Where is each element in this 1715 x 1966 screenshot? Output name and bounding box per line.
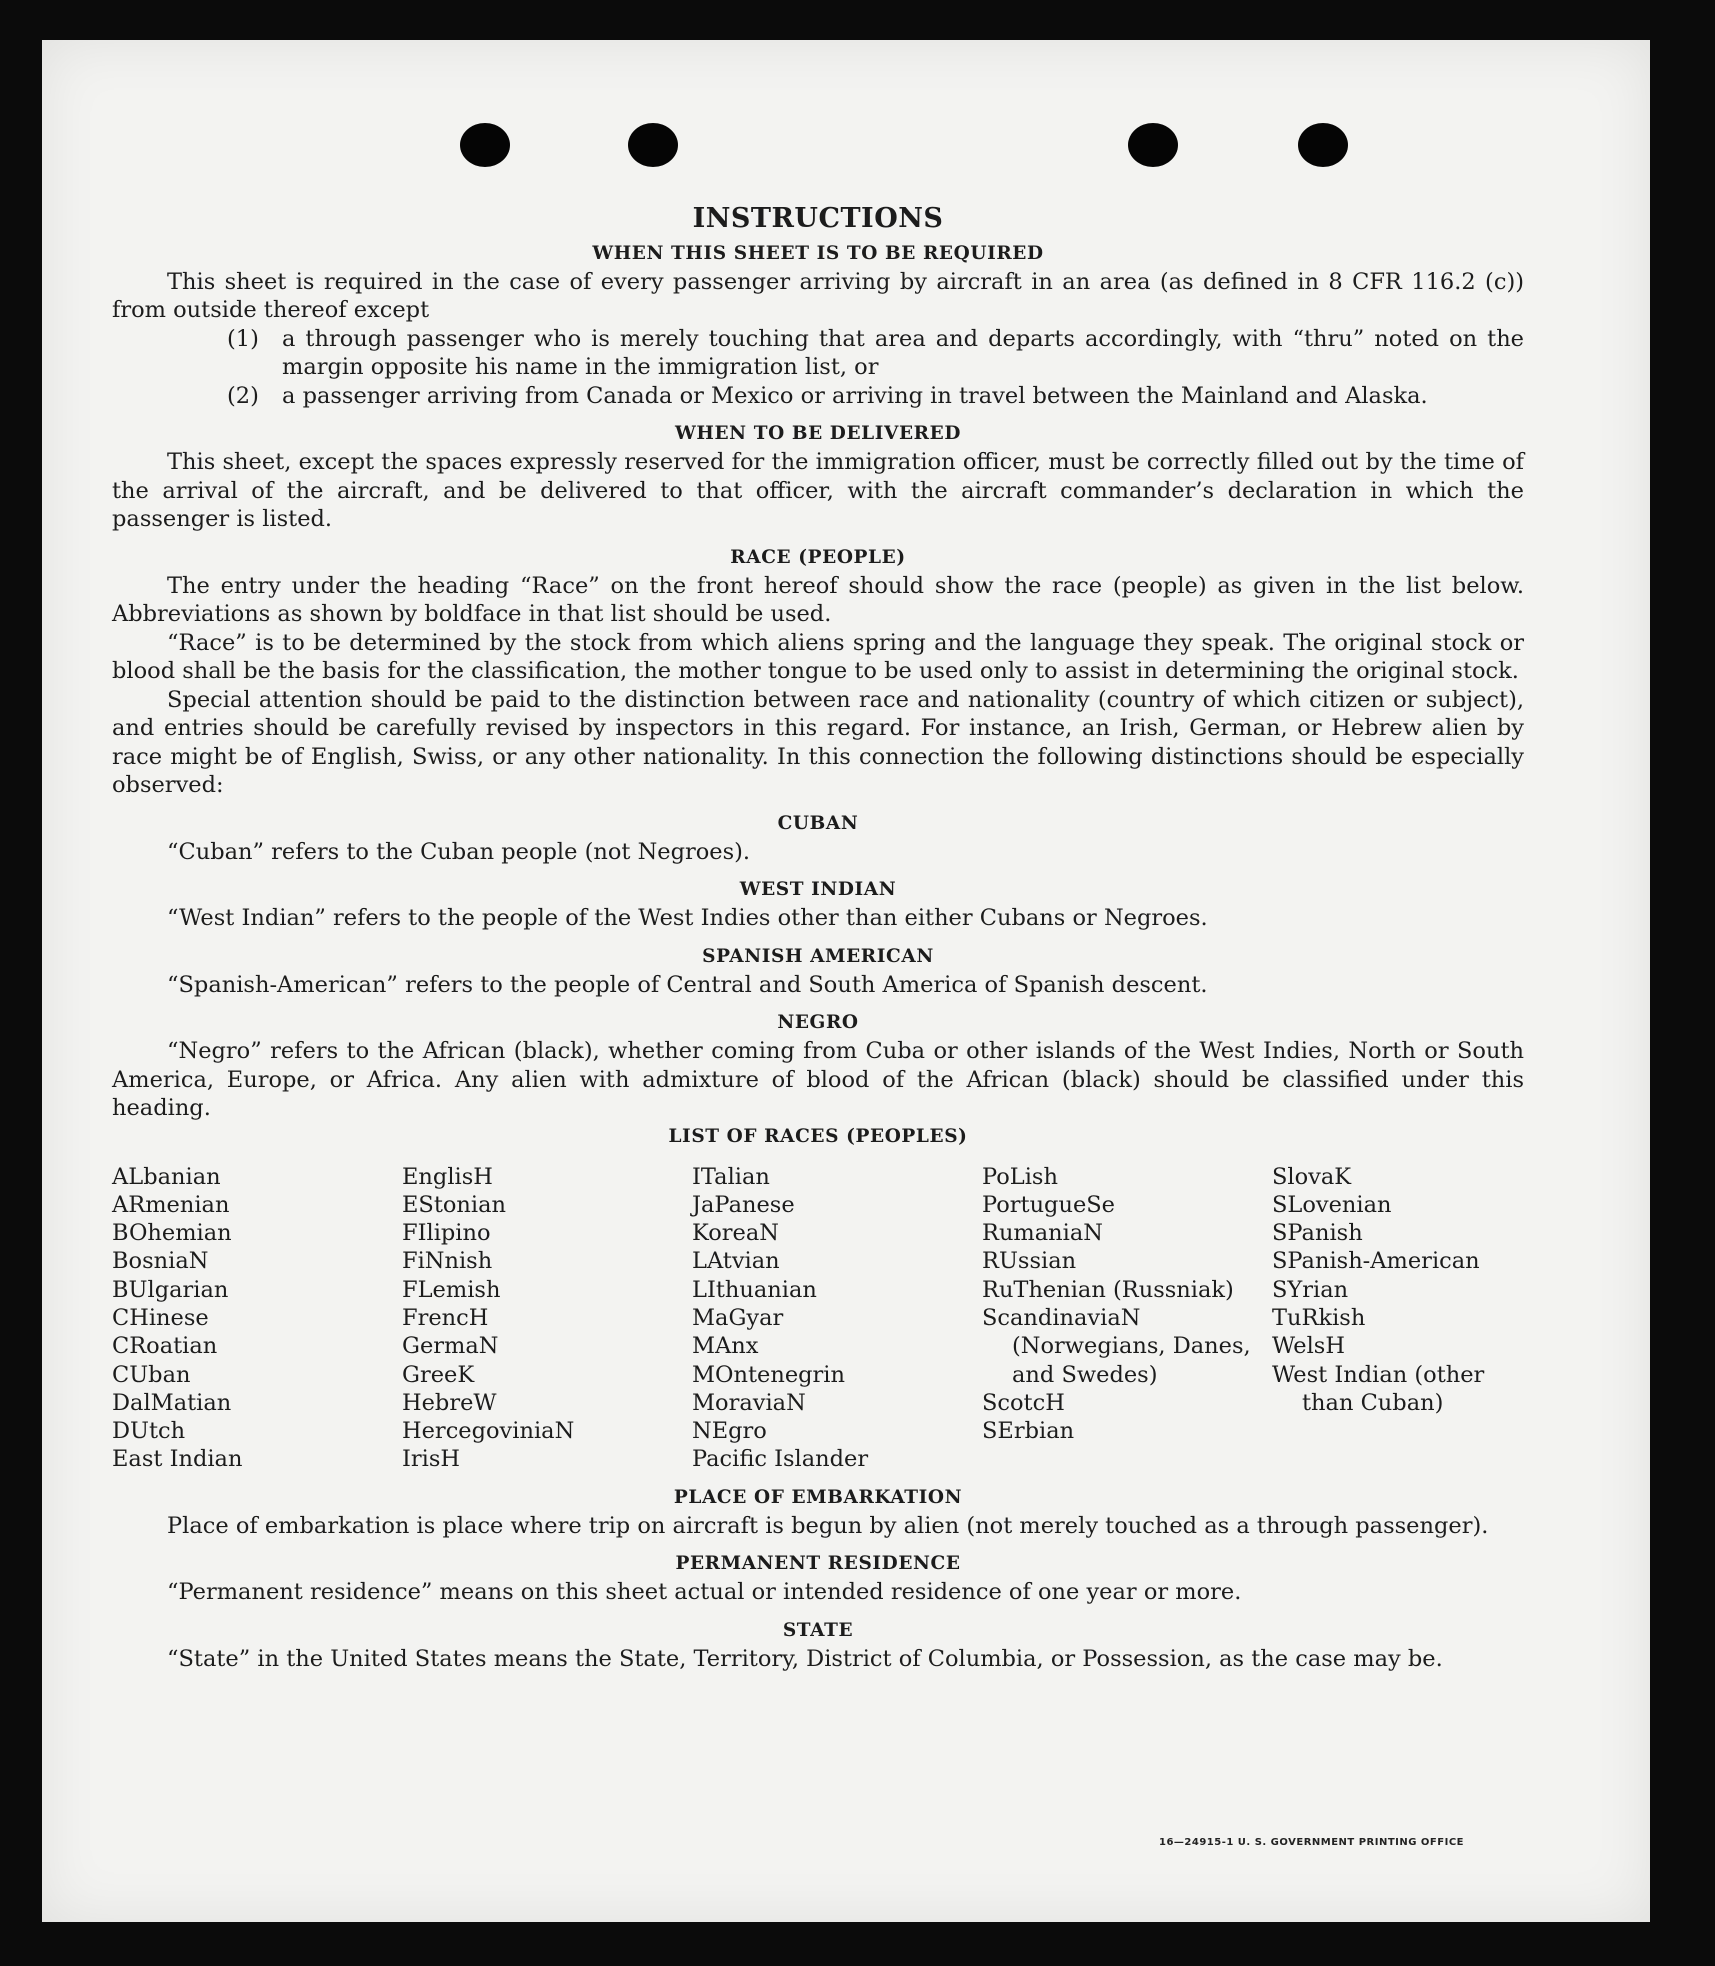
races-column-4 bbox=[982, 1163, 1272, 1474]
race-entry: IrisH bbox=[402, 1446, 461, 1473]
race-entry: ALbanian bbox=[112, 1163, 221, 1190]
race-entry: EnglisH bbox=[402, 1163, 493, 1190]
race-entry: RUssian bbox=[982, 1248, 1077, 1275]
race-entry: BUlgarian bbox=[112, 1276, 229, 1303]
race-entry: West Indian (other than Cuban) bbox=[1272, 1361, 1485, 1416]
page-title: INSTRUCTIONS bbox=[692, 203, 944, 234]
race-entry: MOntenegrin bbox=[692, 1361, 845, 1388]
race-entry: GermaN bbox=[402, 1333, 499, 1360]
spanish-american-text: “Spanish-American” refers to the people of Central and South America of Spanish descent. bbox=[167, 971, 1208, 998]
races-column-2 bbox=[402, 1163, 692, 1474]
race-entry: MaGyar bbox=[692, 1304, 784, 1331]
race-entry: FiNnish bbox=[402, 1248, 493, 1275]
race-entry: BOhemian bbox=[112, 1220, 232, 1247]
punch-hole bbox=[628, 123, 678, 167]
heading-when-delivered: WHEN TO BE DELIVERED bbox=[675, 423, 961, 444]
negro-text: “Negro” refers to the African (black), whether coming from Cuba or other islands of the West Indies, North or South America, Europe, or Africa. Any alien with admixture of blood of the African (black) should be classified under this heading. bbox=[112, 1038, 1524, 1121]
races-list bbox=[112, 1163, 1524, 1474]
race-entry: ScandinaviaN (Norwegians, Danes, and Swedes) bbox=[982, 1304, 1251, 1388]
race-entry: FIlipino bbox=[402, 1220, 491, 1247]
residence-text: “Permanent residence” means on this sheet actual or intended residence of one year or more. bbox=[167, 1579, 1242, 1606]
race-entry: SPanish bbox=[1272, 1220, 1363, 1247]
race-paragraph-3: Special attention should be paid to the distinction between race and nationality (country of which citizen or subject), and entries should be carefully revised by inspectors in this regard. For instance, an Irish, German, or Hebrew alien by race might be of English, Swiss, or any other nationality. In this connection the following distinctions should be especially observed: bbox=[112, 686, 1524, 798]
race-entry: LIthuanian bbox=[692, 1276, 817, 1303]
heading-negro: NEGRO bbox=[777, 1012, 859, 1033]
exception-item-1 bbox=[112, 325, 1524, 382]
race-entry: HercegoviniaN bbox=[402, 1418, 575, 1445]
race-entry: ARmenian bbox=[112, 1191, 230, 1218]
exception-number: (2) bbox=[227, 382, 259, 409]
cuban-text: “Cuban” refers to the Cuban people (not Negroes). bbox=[167, 838, 751, 865]
race-entry: CRoatian bbox=[112, 1333, 218, 1360]
race-paragraph-1: The entry under the heading “Race” on the front hereof should show the race (people) as given in the list below. Abbreviations as shown by boldface in that list should be used. bbox=[112, 572, 1524, 627]
punch-hole bbox=[1298, 123, 1348, 167]
race-entry: SPanish-American bbox=[1272, 1248, 1480, 1275]
races-column-5 bbox=[1272, 1163, 1542, 1474]
race-entry: SErbian bbox=[982, 1418, 1075, 1445]
heading-state: STATE bbox=[782, 1619, 854, 1641]
punch-hole bbox=[460, 123, 510, 167]
race-entry: CHinese bbox=[112, 1304, 209, 1331]
race-entry: EStonian bbox=[402, 1191, 507, 1218]
race-entry: MoraviaN bbox=[692, 1389, 806, 1416]
exception-text: a through passenger who is merely touching that area and departs accordingly, with “thru” noted on the margin opposite his name in the immigration list, or bbox=[282, 325, 1524, 380]
race-entry: RuThenian (Russniak) bbox=[982, 1276, 1234, 1303]
races-column-1 bbox=[112, 1163, 402, 1474]
document-sheet bbox=[42, 40, 1650, 1922]
instructions-body bbox=[112, 205, 1524, 1673]
race-entry: BosniaN bbox=[112, 1248, 209, 1275]
heading-list-of-races: LIST OF RACES (PEOPLES) bbox=[668, 1125, 968, 1147]
when-required-intro: This sheet is required in the case of every passenger arriving by aircraft in an area (as defined in 8 CFR 116.2 (c)) from outside thereof except bbox=[112, 268, 1524, 323]
race-entry: NEgro bbox=[692, 1418, 767, 1445]
west-indian-text: “West Indian” refers to the people of the West Indies other than either Cubans or Negroes. bbox=[167, 905, 1208, 931]
heading-race: RACE (PEOPLE) bbox=[730, 546, 906, 568]
exception-number: (1) bbox=[227, 325, 259, 352]
heading-cuban: CUBAN bbox=[777, 812, 859, 834]
heading-when-required: WHEN THIS SHEET IS TO BE REQUIRED bbox=[592, 242, 1044, 264]
race-entry: PoLish bbox=[982, 1163, 1058, 1190]
heading-permanent-residence: PERMANENT RESIDENCE bbox=[675, 1553, 961, 1575]
race-entry: WelsH bbox=[1272, 1333, 1345, 1360]
heading-west-indian: WEST INDIAN bbox=[739, 879, 897, 900]
race-entry: RumaniaN bbox=[982, 1220, 1103, 1247]
race-entry: KoreaN bbox=[692, 1220, 779, 1247]
heading-embarkation: PLACE OF EMBARKATION bbox=[673, 1486, 963, 1508]
race-entry: SLovenian bbox=[1272, 1191, 1392, 1218]
race-entry: FrencH bbox=[402, 1304, 489, 1331]
race-entry: MAnx bbox=[692, 1333, 759, 1360]
race-entry: ScotcH bbox=[982, 1389, 1065, 1416]
printing-office-imprint: 16—24915-1 U. S. GOVERNMENT PRINTING OFFICE bbox=[1159, 1837, 1464, 1848]
race-entry: SlovaK bbox=[1272, 1163, 1352, 1190]
state-text: “State” in the United States means the State, Territory, District of Columbia, or Possession, as the case may be. bbox=[167, 1645, 1443, 1672]
race-entry: FLemish bbox=[402, 1276, 501, 1303]
race-entry: HebreW bbox=[402, 1389, 497, 1416]
exception-text: a passenger arriving from Canada or Mexico or arriving in travel between the Mainland and Alaska. bbox=[282, 382, 1428, 409]
race-entry: East Indian bbox=[112, 1446, 243, 1473]
heading-spanish-american: SPANISH AMERICAN bbox=[702, 945, 934, 967]
race-entry: CUban bbox=[112, 1361, 191, 1388]
race-entry: JaPanese bbox=[692, 1191, 795, 1218]
race-entry: SYrian bbox=[1272, 1276, 1349, 1303]
races-column-3 bbox=[692, 1163, 982, 1474]
race-entry: GreeK bbox=[402, 1361, 475, 1388]
exception-item-2 bbox=[112, 382, 1524, 411]
race-entry: TuRkish bbox=[1272, 1304, 1366, 1331]
race-entry: LAtvian bbox=[692, 1248, 780, 1275]
when-delivered-text: This sheet, except the spaces expressly reserved for the immigration officer, must be correctly filled out by the time of the arrival of the aircraft, and be delivered to that officer, with the aircraft commander’s declaration in which the passenger is listed. bbox=[112, 449, 1524, 532]
punch-hole bbox=[1128, 123, 1178, 167]
race-entry: ITalian bbox=[692, 1163, 770, 1190]
race-entry: Pacific Islander bbox=[692, 1446, 869, 1473]
race-entry: DUtch bbox=[112, 1418, 186, 1445]
race-paragraph-2: “Race” is to be determined by the stock from which aliens spring and the language they speak. The original stock or blood shall be the basis for the classification, the mother tongue to be used only to assist in determining the original stock. bbox=[112, 629, 1524, 684]
embarkation-text: Place of embarkation is place where trip on aircraft is begun by alien (not merely touched as a through passenger). bbox=[167, 1512, 1489, 1539]
race-entry: DalMatian bbox=[112, 1389, 232, 1416]
race-entry: PortugueSe bbox=[982, 1191, 1116, 1218]
